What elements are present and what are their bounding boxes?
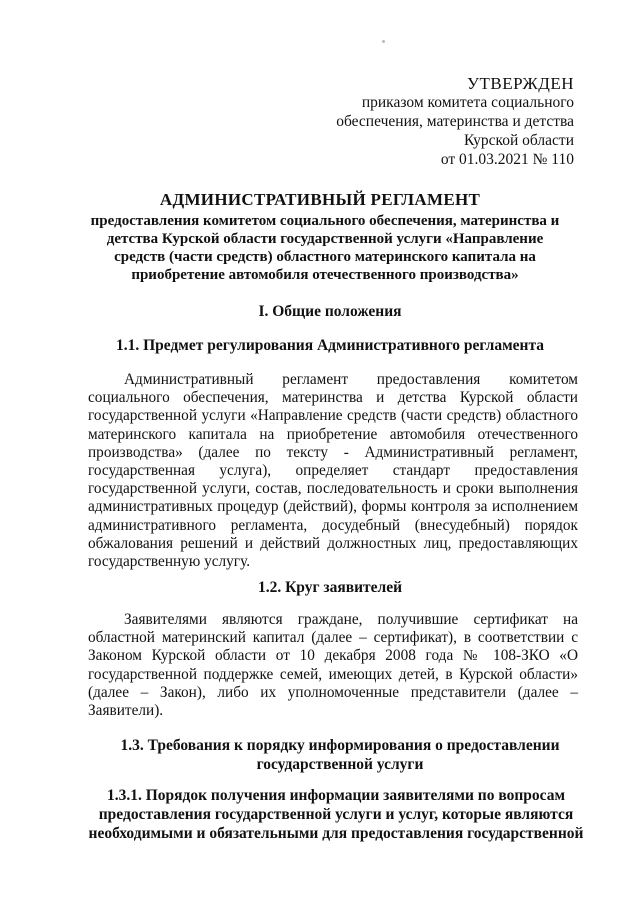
- subsection-heading: 1.3.1. Порядок получения информации заявителями по вопросам предоставления государственной услуги и услуг, которые являются необходимыми и обязательными для предоставления государственной: [88, 787, 584, 842]
- subsection-heading: 1.2. Круг заявителей: [257, 579, 403, 596]
- subsection-text: [88, 371, 578, 571]
- subsection-heading: 1.3. Требования к порядку информирования о предоставлении государственной услуги: [120, 737, 560, 773]
- approval-line: приказом комитета социального: [361, 94, 574, 111]
- subsection-text-body: Заявителями являются граждане, получившие сертификат на областной материнский капитал (далее – сертификат), в соответствии с Законом Курской области от 10 декабря 2008 года № 108-ЗКО «О государственной поддержке семей, имеющих детей, в Курской области» (далее – Закон), либо их уполномоченные представители (далее – Заявители).: [88, 611, 578, 720]
- document-title: АДМИНИСТРАТИВНЫЙ РЕГЛАМЕНТ: [159, 190, 481, 209]
- subsection-text: [88, 611, 578, 720]
- subsection-text-body: Административный регламент предоставления комитетом социального обеспечения, материнства и детства Курской области государственной услуги «Направление средств (части средств) областного материнского капитала на приобретение автомобиля отечественного производства» (далее по тексту - Административный регламент, государственная услуга), определяет стандарт предоставления государственной услуги, состав, последовательность и сроки выполнения административных процедур (действий), формы контроля за исполнением административного регламента, досудебный (внесудебный) порядок обжалования решений и действий должностных лиц, предоставляющих государственную услугу.: [88, 371, 578, 571]
- subsection-heading: 1.1. Предмет регулирования Административного регламента: [115, 337, 545, 354]
- section-heading: I. Общие положения: [258, 303, 402, 320]
- approval-head: УТВЕРЖДЕН: [467, 74, 574, 93]
- approval-line: Курской области: [463, 132, 574, 149]
- document-subtitle: предоставления комитетом социального обеспечения, материнства и детства Курской области государственной услуги «Направление средств (части средств) областного материнского капитала на приобретение автомобиля отечественного производства»: [90, 213, 560, 283]
- approval-block: [336, 74, 574, 169]
- scan-speck: [382, 40, 385, 43]
- approval-line: от 01.03.2021 № 110: [440, 151, 574, 168]
- approval-line: обеспечения, материнства и детства: [336, 113, 574, 130]
